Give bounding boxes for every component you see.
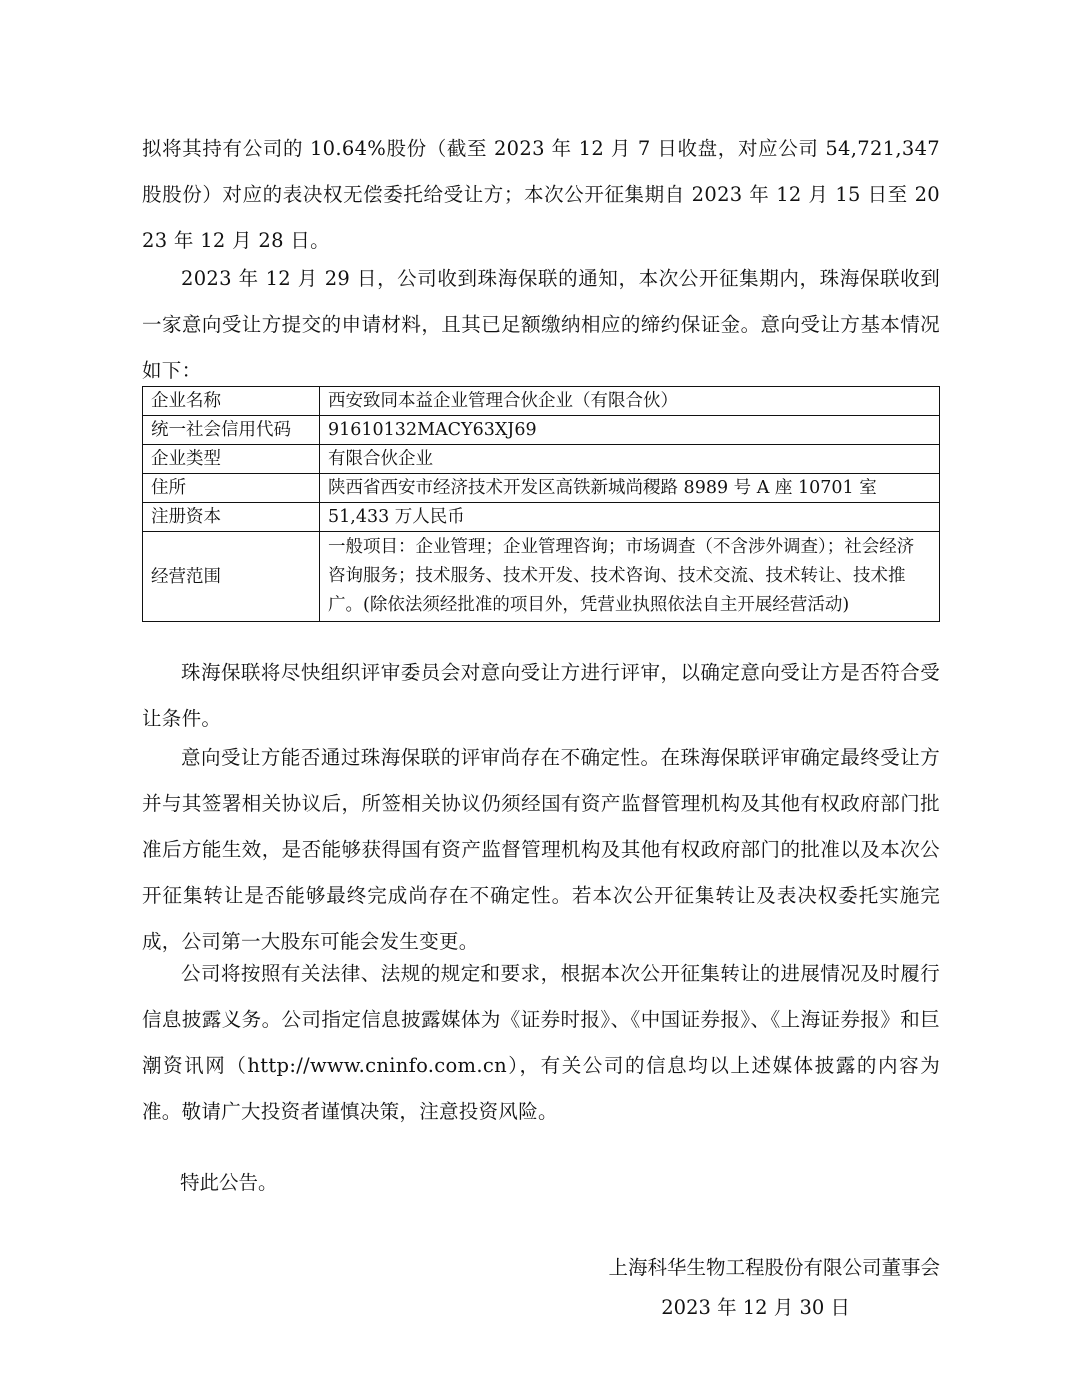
closing-statement: 特此公告。 — [180, 1171, 278, 1194]
transferee-info-table — [142, 386, 940, 622]
paragraph-review: 珠海保联将尽快组织评审委员会对意向受让方进行评审，以确定意向受让方是否符合受让条件。 — [142, 661, 940, 730]
table-row — [143, 445, 940, 474]
table-row — [143, 474, 940, 503]
signature-date: 2023 年 12 月 30 日 — [661, 1296, 850, 1319]
table-row — [143, 387, 940, 416]
table-value-cell: 有限合伙企业 — [320, 445, 940, 474]
table-value-cell: 51,433 万人民币 — [320, 503, 940, 532]
table-label-cell: 统一社会信用代码 — [143, 416, 320, 445]
table-value-cell: 西安致同本益企业管理合伙企业（有限合伙） — [320, 387, 940, 416]
paragraph-voting-rights: 拟将其持有公司的 10.64%股份（截至 2023 年 12 月 7 日收盘，对应公司 54,721,347 股股份）对应的表决权无偿委托给受让方；本次公开征集期自 2023 年 12 月 15 日至 2023 年 12 月 28 日。 — [142, 137, 940, 252]
signature-company: 上海科华生物工程股份有限公司董事会 — [608, 1256, 940, 1279]
table-label-cell: 住所 — [143, 474, 320, 503]
table-row — [143, 416, 940, 445]
table-value-cell: 陕西省西安市经济技术开发区高铁新城尚稷路 8989 号 A 座 10701 室 — [320, 474, 940, 503]
table-value-cell: 一般项目：企业管理；企业管理咨询；市场调查（不含涉外调查）；社会经济咨询服务；技术服务、技术开发、技术咨询、技术交流、技术转让、技术推广。(除依法须经批准的项目外，凭营业执照依法自主开展经营活动) — [320, 532, 940, 622]
table-label-cell: 企业类型 — [143, 445, 320, 474]
table-row — [143, 532, 940, 622]
paragraph-notice-received: 2023 年 12 月 29 日，公司收到珠海保联的通知，本次公开征集期内，珠海保联收到一家意向受让方提交的申请材料，且其已足额缴纳相应的缔约保证金。意向受让方基本情况如下： — [142, 267, 940, 382]
table-label-cell: 经营范围 — [143, 532, 320, 622]
table-value-cell: 91610132MACY63XJ69 — [320, 416, 940, 445]
paragraph-disclosure: 公司将按照有关法律、法规的规定和要求，根据本次公开征集转让的进展情况及时履行信息披露义务。公司指定信息披露媒体为《证券时报》、《中国证券报》、《上海证券报》和巨潮资讯网（http://www.cninfo.com.cn），有关公司的信息均以上述媒体披露的内容为准。敬请广大投资者谨慎决策，注意投资风险。 — [142, 962, 940, 1123]
table-label-cell: 注册资本 — [143, 503, 320, 532]
table-label-cell: 企业名称 — [143, 387, 320, 416]
paragraph-uncertainty: 意向受让方能否通过珠海保联的评审尚存在不确定性。在珠海保联评审确定最终受让方并与其签署相关协议后，所签相关协议仍须经国有资产监督管理机构及其他有权政府部门批准后方能生效，是否能够获得国有资产监督管理机构及其他有权政府部门的批准以及本次公开征集转让是否能够最终完成尚存在不确定性。若本次公开征集转让及表决权委托实施完成，公司第一大股东可能会发生变更。 — [142, 746, 940, 953]
table-row — [143, 503, 940, 532]
